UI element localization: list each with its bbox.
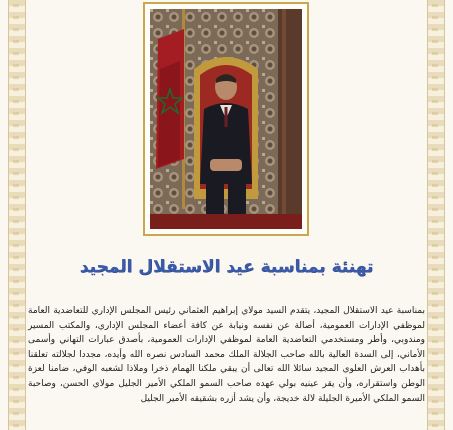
right-decorative-border bbox=[427, 0, 445, 430]
portrait-frame bbox=[143, 2, 309, 236]
portrait-illustration bbox=[150, 9, 302, 229]
body-paragraph-text: بمناسبة عيد الاستقلال المجيد، يتقدم السيد مولاي إبراهيم العثماني رئيس المجلس الإداري للتعاضدية العامة لموظفي الإدارات العمومية، أصالة عن نفسه ونيابة عن كافة أعضاء المجلس الإداري، والمكتب المسير ومندوبي، وأطر ومستخدمي التعاضدية العامة لموظفي الإدارات العمومية، بأصدق عبارات التهاني وأسمى الأماني، إلى السدة العالية بالله صاحب الجلالة الملك محمد السادس نصره الله وأيده، مجددا لجلالته تعلقنا بأهداب العرش العلوي المجيد سائلا الله تعالى أن يبقي ملكنا الهمام ذخرا وملاذا لشعبه الوفي، ضامنا لعزة الوطن واستقراره، وأن يقر عينيه بولي عهده صاحب السمو الملكي الأمير الجليل مولاي الحسن، وصاحبة السمو الملكي الأميرة الجليلة لالة خديجة، وأن يشد أزره بشقيقه الأمير الجليل bbox=[28, 306, 425, 404]
body-paragraph bbox=[28, 304, 425, 406]
portrait-photo bbox=[150, 9, 302, 229]
page-title: تهنئة بمناسبة عيد الاستقلال المجيد bbox=[79, 257, 374, 277]
left-decorative-border bbox=[8, 0, 26, 430]
